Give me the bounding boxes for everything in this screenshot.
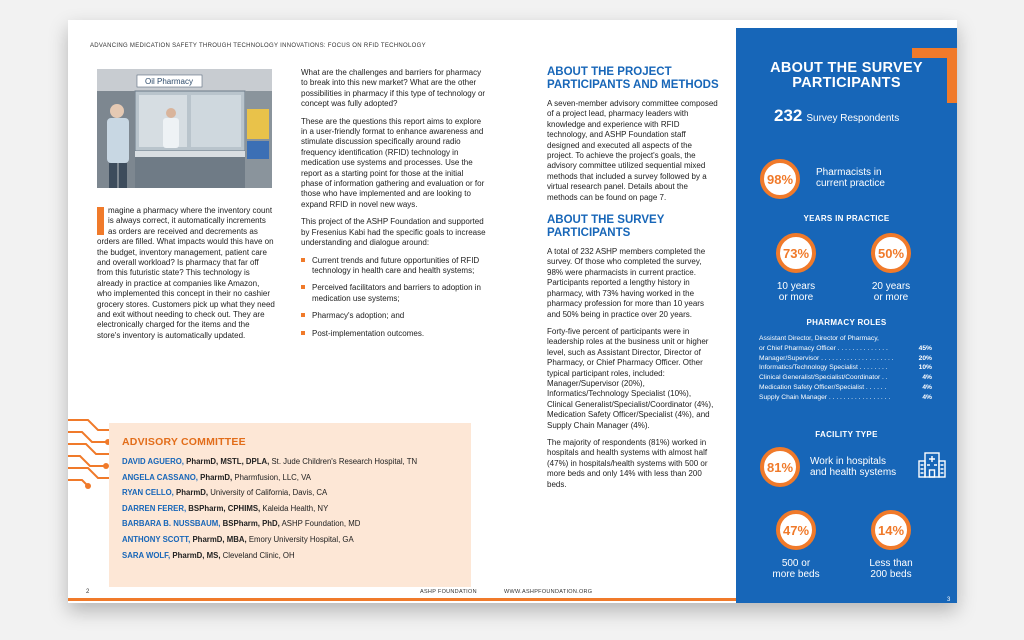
pharmacy-sign-text: Oil Pharmacy	[144, 77, 194, 86]
committee-member: DAVID AGUERO, PharmD, MSTL, DPLA, St. Jude Children's Research Hospital, TN	[122, 457, 418, 466]
pharmacists-label: Pharmacists in current practice	[816, 167, 885, 189]
bullet-square-icon	[301, 331, 305, 335]
intro-column	[97, 206, 275, 341]
about-survey-heading: ABOUT THE SURVEY PARTICIPANTS	[547, 214, 665, 240]
list-item: Perceived facilitators and barriers to adoption in medication use systems;	[301, 283, 486, 304]
report-purpose-paragraph: These are the questions this report aims to explore in a user-friendly format to enhance awareness and stimulate discussion specifically around radio frequency identification (RFID) technology in medication use systems and processes. Use the report as a starting point for those at the initial phase of information gathering and evaluation or for those who have implemented and are looking to expand RFID in novel new ways.	[301, 116, 485, 209]
advisory-committee-box	[109, 423, 471, 587]
years-10-label: 10 years or more	[776, 281, 816, 303]
roles-list	[759, 334, 932, 403]
list-item: or Chief Pharmacy Officer . . . . . . . . . . . . . . 45%	[759, 344, 932, 352]
brochure-spread	[68, 20, 957, 603]
respondents-stat: 232 Survey Respondents	[774, 106, 900, 125]
years-20-label: 20 years or more	[871, 281, 911, 303]
years-heading: YEARS IN PRACTICE	[803, 214, 890, 223]
list-item: Manager/Supervisor . . . . . . . . . . . . . . . . . . . . 20%	[759, 354, 932, 362]
running-head: ADVANCING MEDICATION SAFETY THROUGH TECHNOLOGY INNOVATIONS: FOCUS ON RFID TECHNOLOGY	[90, 43, 426, 49]
about-project-text: A seven-member advisory committee composed of a project lead, pharmacy leaders with knowledge and experience with RFID technology, and ASHP Foundation staff designed and executed all aspects of the project. To achieve the project's goals, the advisory committee utilized sequential mixed methods that included a survey followed by a virtual research panel. Details about the methods can be found on page 7.	[547, 99, 718, 202]
footer-website: WWW.ASHPFOUNDATION.ORG	[504, 589, 593, 595]
facility-label: Work in hospitals and health systems	[810, 456, 897, 478]
beds-500-circle: 47%	[776, 510, 816, 550]
years-20-circle: 50%	[871, 233, 911, 273]
intro-text: magine a pharmacy where the inventory count is always correct, it automatically increments as orders are received and decrements as orders are filled. What impacts would this have on the budget, inventory management, patient care and overall workload? Is pharmacy that far off from this futuristic state? This technology is already in practice at companies like Amazon, who implemented this concept in their no cashier grocery stores. Customers pick up what they need and exit without needing to check out. They are electronically charged for the items and the store's inventory is automatically updated.	[97, 206, 275, 340]
bullet-square-icon	[301, 285, 305, 289]
project-goals-paragraph: This project of the ASHP Foundation and supported by Fresenius Kabi had the specific goals to increase understanding and dialogue around:	[301, 217, 486, 248]
about-column	[547, 66, 719, 497]
roles-heading: PHARMACY ROLES	[806, 318, 887, 327]
pharmacists-percent-circle: 98%	[760, 159, 800, 199]
committee-member: ANGELA CASSANO, PharmD, Pharmfusion, LLC, VA	[122, 472, 311, 482]
middle-column	[301, 68, 486, 346]
committee-member: BARBARA B. NUSSBAUM, BSPharm, PhD, ASHP Foundation, MD	[122, 519, 361, 529]
years-10-circle: 73%	[776, 233, 816, 273]
beds-200-circle: 14%	[871, 510, 911, 550]
left-page-number: 2	[86, 589, 90, 595]
hospital-icon	[917, 449, 947, 479]
footer-rule	[68, 598, 736, 601]
committee-member: ANTHONY SCOTT, PharmD, MBA, Emory University Hospital, GA	[122, 534, 354, 544]
facility-heading: FACILITY TYPE	[815, 430, 878, 439]
list-item: Post-implementation outcomes.	[301, 329, 486, 339]
about-survey-p3: The majority of respondents (81%) worked in hospitals and health systems with almost half (47%) in hospitals/health systems with 500 or more beds and only 14% with less than 200 beds.	[547, 437, 708, 489]
bullet-square-icon	[301, 258, 305, 262]
about-survey-p2: Forty-five percent of participants were in leadership roles at the business unit or higher level, such as Assistant Director, Director of Pharmacy, or Chief Pharmacy Officer. Other typical participant roles, included: Manager/Supervisor (20%), Informatics/Technology Specialist (10%), Clinical Generalist/Specialist/Coordinator (4%), Medication Safety Officer/Specialist (4%), and Supply Chain Manager (4%).	[547, 326, 714, 430]
questions-paragraph: What are the challenges and barriers for pharmacy to break into this new market? What are the other possibilities in pharmacy if this type of technology or concept was fully adopted?	[301, 68, 486, 109]
pharmacy-photo	[97, 69, 272, 188]
facility-percent-circle: 81%	[760, 447, 800, 487]
advisory-heading: ADVISORY COMMITTEE	[122, 436, 246, 448]
beds-500-label: 500 or more beds	[772, 558, 820, 580]
list-item: Current trends and future opportunities of RFID technology in health care and health systems;	[301, 256, 486, 277]
goals-list	[301, 256, 486, 339]
dropcap-bar	[97, 207, 104, 235]
list-item: Pharmacy's adoption; and	[301, 311, 486, 321]
list-item: Supply Chain Manager . . . . . . . . . . . . . . . . . 4%	[759, 393, 932, 401]
footer-foundation: ASHP FOUNDATION	[420, 589, 477, 595]
about-survey-p1: A total of 232 ASHP members completed the survey. Of those who completed the survey, 98% were pharmacists in current practice. Participants reported a lengthy history in pharmacy, with 73% having worked in the pharmacy profession for more than 10 years and 50% being in practice over 20 years.	[547, 247, 706, 319]
pharmacy-scene-illustration	[97, 69, 272, 188]
survey-participants-panel	[736, 28, 957, 603]
list-item: Clinical Generalist/Specialist/Coordinator . . 4%	[759, 374, 932, 382]
right-page-number: 3	[947, 597, 951, 603]
panel-title: ABOUT THE SURVEY PARTICIPANTS	[770, 60, 923, 91]
list-item: Medication Safety Officer/Specialist . . . . . . 4%	[759, 383, 932, 391]
committee-member: RYAN CELLO, PharmD, University of California, Davis, CA	[122, 488, 328, 498]
bullet-square-icon	[301, 313, 305, 317]
list-item: Assistant Director, Director of Pharmacy,	[759, 335, 879, 342]
committee-member: DARREN FERER, BSPharm, CPHIMS, Kaleida Health, NY	[122, 503, 329, 513]
about-project-heading: ABOUT THE PROJECT PARTICIPANTS AND METHODS	[547, 66, 719, 91]
committee-member: SARA WOLF, PharmD, MS, Cleveland Clinic, OH	[122, 550, 295, 560]
list-item: Informatics/Technology Specialist . . . . . . . . 10%	[759, 364, 932, 372]
beds-200-label: Less than 200 beds	[869, 558, 913, 580]
